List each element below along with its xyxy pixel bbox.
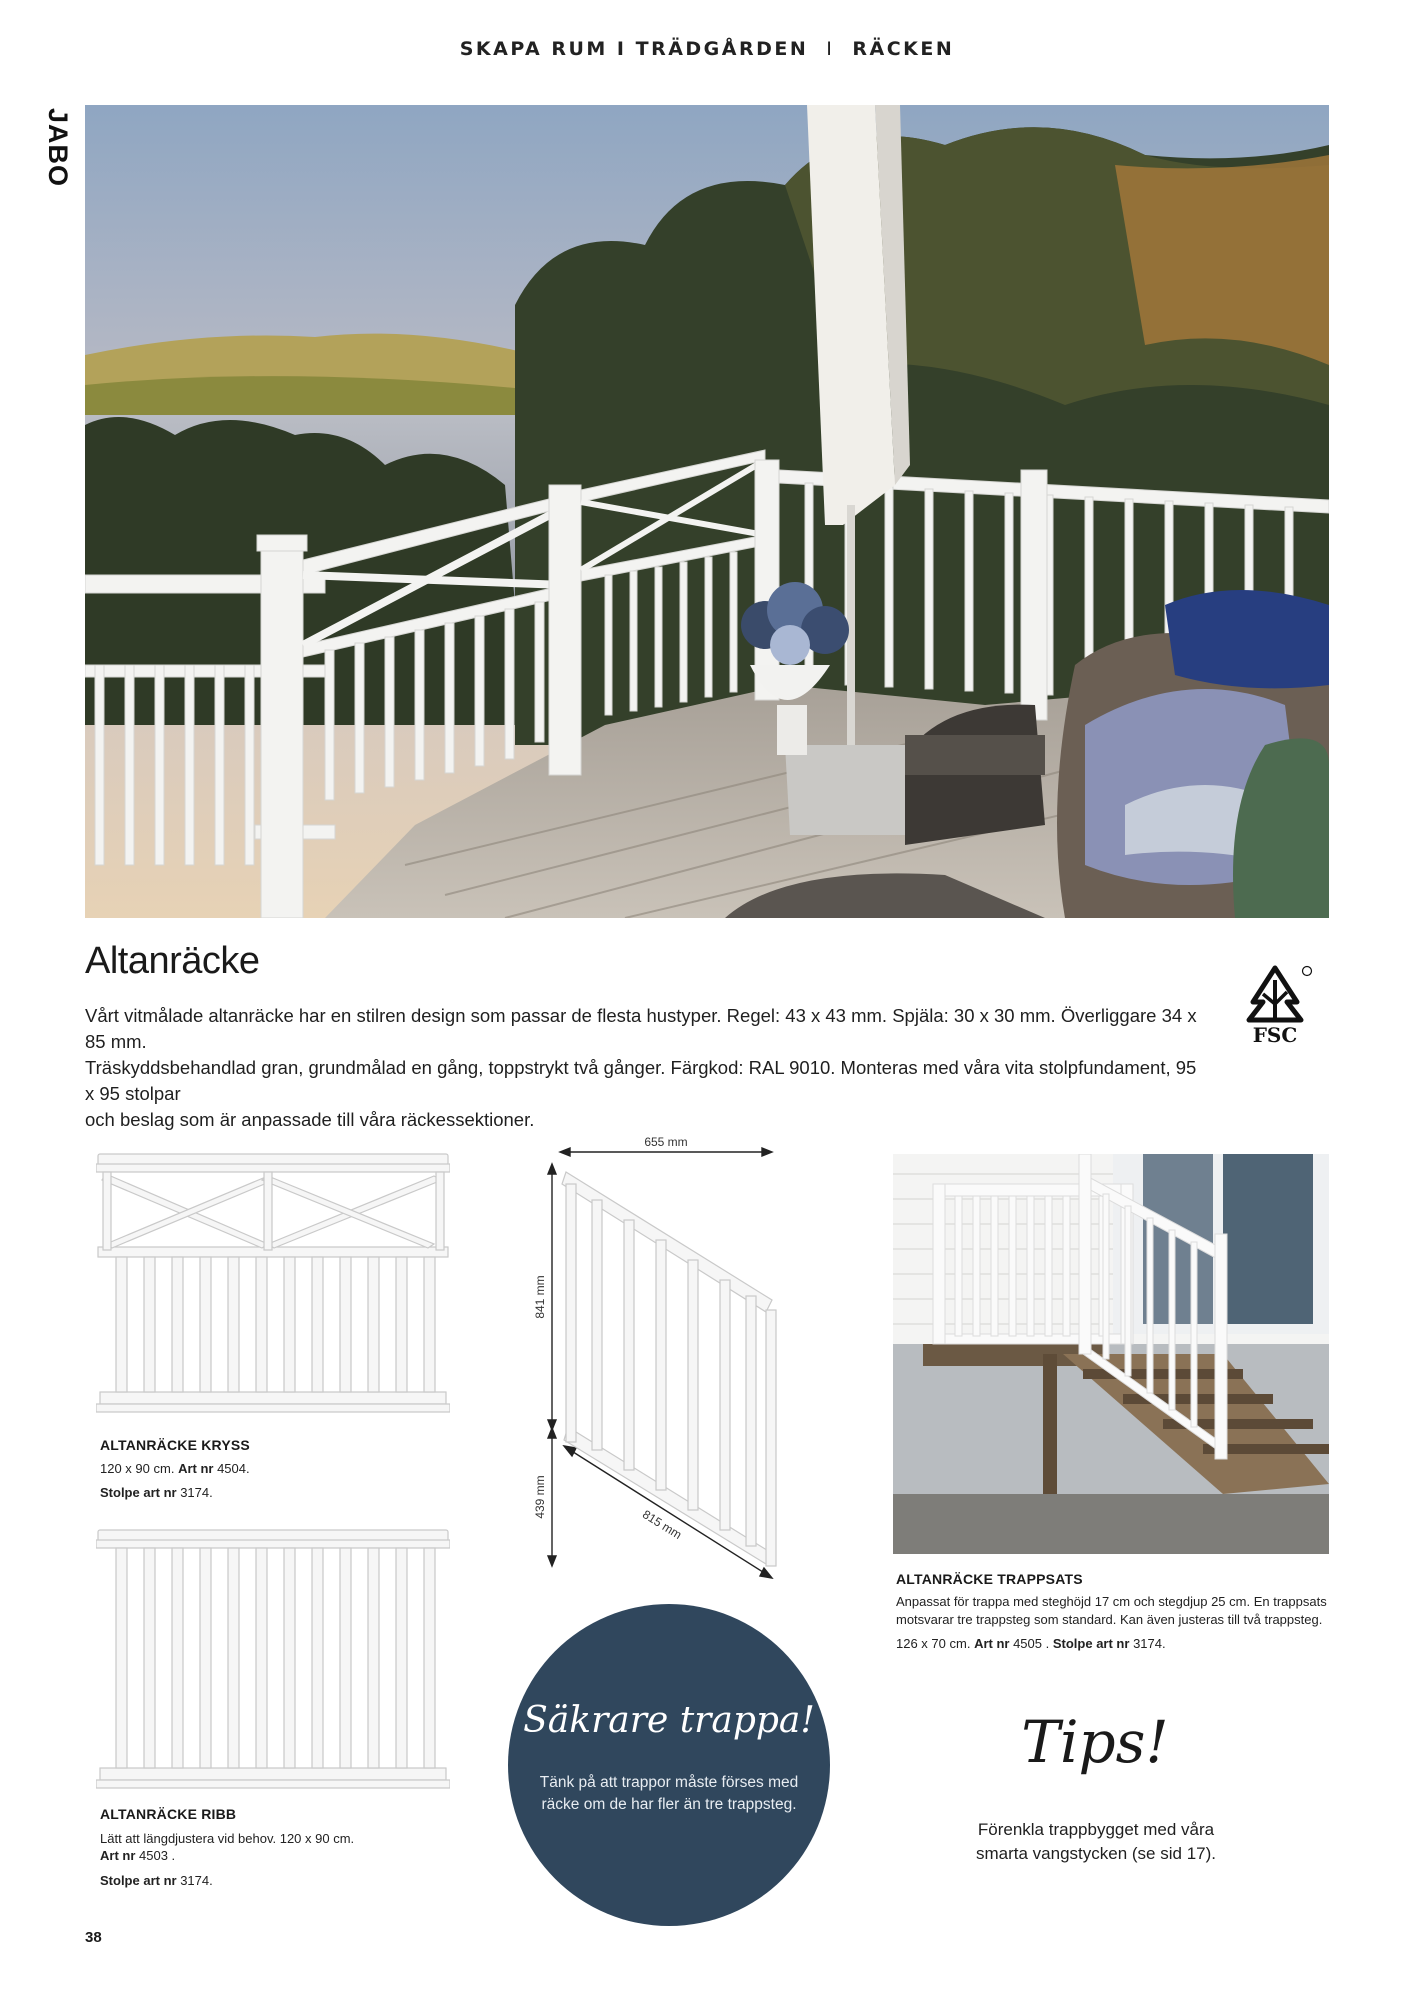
ribb-post-value: 3174. — [180, 1873, 213, 1888]
header-category: RÄCKEN — [852, 38, 955, 60]
stair-railing-diagram — [530, 1132, 780, 1592]
ribb-desc: Lätt att längdjustera vid behov. 120 x 90 cm. — [100, 1831, 355, 1846]
ribb-post-label: Stolpe art nr — [100, 1873, 177, 1888]
kryss-post — [100, 1485, 213, 1500]
trappsats-info — [896, 1636, 1166, 1651]
railing-kryss-drawing — [96, 1152, 450, 1420]
kryss-title: ALTANRÄCKE KRYSS — [100, 1437, 250, 1453]
trappsats-art-value: 4505 . — [1013, 1636, 1050, 1651]
trappsats-desc-2: motsvarar tre trappsteg som standard. Kan även justeras till två trappsteg. — [896, 1612, 1323, 1627]
trappsats-desc-1: Anpassat för trappa med steghöjd 17 cm och stegdjup 25 cm. En trappsats — [896, 1594, 1327, 1609]
railing-ribb-drawing — [96, 1528, 450, 1792]
section-intro — [85, 1003, 1205, 1133]
fsc-label: FSC — [1252, 1023, 1298, 1047]
kryss-info — [100, 1461, 250, 1476]
trappsats-art-label: Art nr — [974, 1636, 1010, 1651]
tips-heading: Tips! — [1021, 1708, 1169, 1776]
ribb-art-value: 4503 . — [139, 1848, 176, 1863]
intro-line: Vårt vitmålade altanräcke har en stilren design som passar de flesta hustyper. Regel: 43 x 43 mm. Spjäla: 30 x 30 mm. Överliggare 34 x 85 mm. — [85, 1005, 1197, 1052]
safety-callout-heading: Säkrare trappa! — [523, 1700, 815, 1741]
safety-callout-text: Tänk på att trappor måste förses med räcke om de har fler än tre trappsteg. — [539, 1774, 799, 1813]
header-section: SKAPA RUM I TRÄDGÅRDEN — [459, 38, 809, 60]
kryss-art-label: Art nr — [178, 1461, 214, 1476]
dim-height-lower: 439 mm — [533, 1475, 547, 1519]
kryss-post-value: 3174. — [180, 1485, 213, 1500]
kryss-art-value: 4504. — [217, 1461, 250, 1476]
ribb-art — [100, 1848, 175, 1863]
intro-line: Träskyddsbehandlad gran, grundmålad en gång, toppstrykt två gånger. Färgkod: RAL 9010. Monteras med våra vita stolpfundament, 95 x 95 stolpar — [85, 1057, 1197, 1104]
hero-photo — [85, 105, 1329, 918]
brand-logo-text: JABO — [43, 107, 74, 188]
page-number: 38 — [85, 1929, 102, 1946]
dim-width-top: 655 mm — [644, 1135, 688, 1149]
dim-diagonal: 815 mm — [640, 1507, 685, 1543]
stair-photo — [893, 1154, 1329, 1554]
kryss-post-label: Stolpe art nr — [100, 1485, 177, 1500]
trappsats-size: 126 x 70 cm. — [896, 1636, 971, 1651]
section-title: Altanräcke — [85, 940, 260, 982]
trappsats-post-value: 3174. — [1133, 1636, 1166, 1651]
fsc-logo — [1233, 962, 1317, 1048]
ribb-art-label: Art nr — [100, 1848, 136, 1863]
trappsats-post-label: Stolpe art nr — [1052, 1636, 1130, 1651]
trappsats-title: ALTANRÄCKE TRAPPSATS — [896, 1571, 1083, 1587]
safety-callout-circle — [508, 1604, 830, 1926]
brand-logo — [22, 104, 74, 188]
dim-height-upper: 841 mm — [533, 1275, 547, 1319]
page-header — [0, 38, 1414, 60]
ribb-post — [100, 1873, 213, 1888]
ribb-title: ALTANRÄCKE RIBB — [100, 1806, 237, 1822]
tips-text: Förenkla trappbygget med våra smarta vangstycken (se sid 17). — [976, 1820, 1216, 1863]
intro-line: och beslag som är anpassade till våra räckessektioner. — [85, 1109, 535, 1130]
header-separator: I — [826, 38, 835, 60]
kryss-size: 120 x 90 cm. — [100, 1461, 175, 1476]
